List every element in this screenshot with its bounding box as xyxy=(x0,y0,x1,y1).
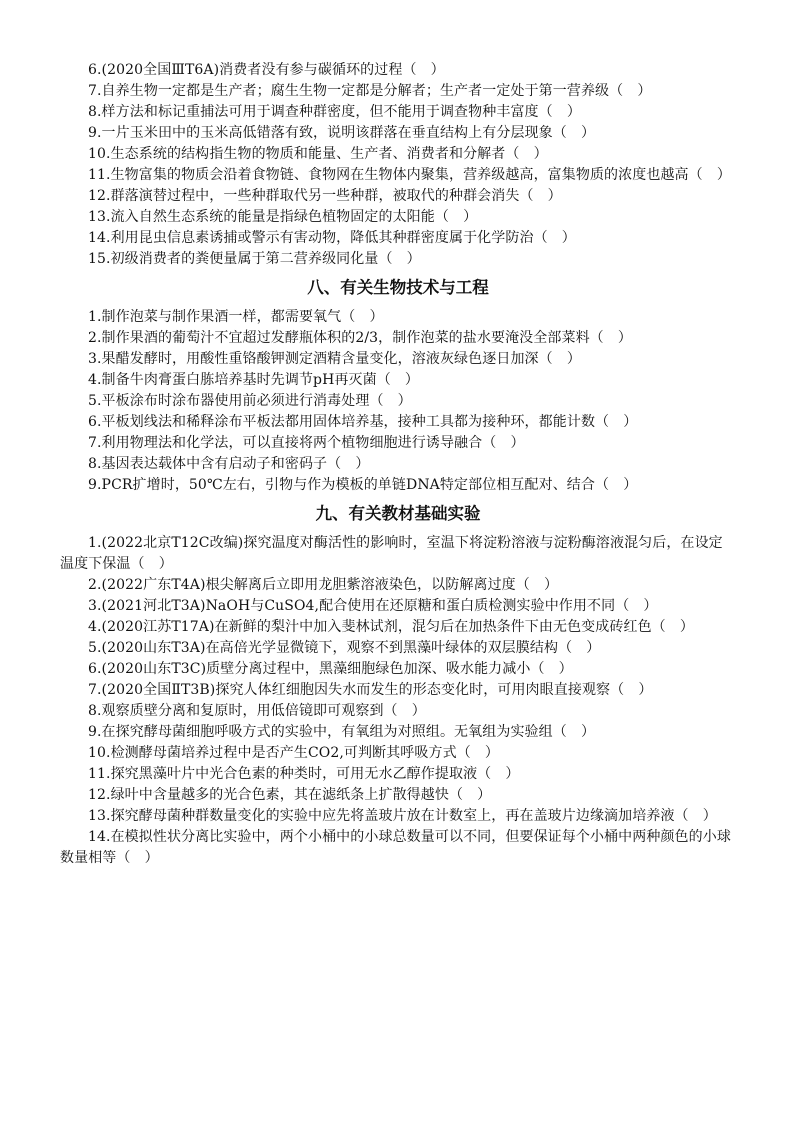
section-8-heading: 八、有关生物技术与工程 xyxy=(307,278,489,297)
question-item: 1.(2022北京T12C改编)探究温度对酶活性的影响时，室温下将淀粉溶液与淀粉酶溶液混匀后，在设定温度下保温（ ） xyxy=(60,535,723,572)
section-9-list xyxy=(60,533,736,869)
question-item: 12.绿叶中含量越多的光合色素，其在滤纸条上扩散得越快（ ） xyxy=(88,787,492,803)
section-8-list xyxy=(60,307,736,496)
question-item: 13.探究酵母菌种群数量变化的实验中应先将盖玻片放在计数室上，再在盖玻片边缘滴加培养液（ ） xyxy=(88,808,717,824)
question-item: 8.基因表达载体中含有启动子和密码子（ ） xyxy=(88,456,370,472)
question-item: 5.平板涂布时涂布器使用前必须进行消毒处理（ ） xyxy=(88,393,412,409)
question-item: 13.流入自然生态系统的能量是指绿色植物固定的太阳能（ ） xyxy=(88,209,478,225)
question-item: 8.观察质壁分离和复原时，用低倍镜即可观察到（ ） xyxy=(88,703,426,719)
section-7-continuation xyxy=(60,60,736,270)
question-item: 6.(2020全国ⅢT6A)消费者没有参与碳循环的过程（ ） xyxy=(88,62,445,78)
question-item: 9.一片玉米田中的玉米高低错落有致，说明该群落在垂直结构上有分层现象（ ） xyxy=(88,125,596,141)
question-item: 8.样方法和标记重捕法可用于调查种群密度，但不能用于调查物种丰富度（ ） xyxy=(88,104,581,120)
question-item: 11.探究黑藻叶片中光合色素的种类时，可用无水乙醇作提取液（ ） xyxy=(88,766,520,782)
question-item: 15.初级消费者的粪便量属于第二营养级同化量（ ） xyxy=(88,251,421,267)
question-item: 9.在探究酵母菌细胞呼吸方式的实验中，有氧组为对照组。无氧组为实验组（ ） xyxy=(88,724,596,740)
question-item: 7.自养生物一定都是生产者；腐生生物一定都是分解者；生产者一定处于第一营养级（ ） xyxy=(88,83,652,99)
question-item: 14.利用昆虫信息素诱捕或警示有害动物，降低其种群密度属于化学防治（ ） xyxy=(88,230,576,246)
question-item: 10.检测酵母菌培养过程中是否产生CO2,可判断其呼吸方式（ ） xyxy=(88,745,500,761)
question-item: 10.生态系统的结构指生物的物质和能量、生产者、消费者和分解者（ ） xyxy=(88,146,548,162)
section-9-heading: 九、有关教材基础实验 xyxy=(315,504,481,523)
question-item: 7.(2020全国ⅡT3B)探究人体红细胞因失水而发生的形态变化时，可用肉眼直接观察（ ） xyxy=(88,682,653,698)
question-item: 12.群落演替过程中，一些种群取代另一些种群，被取代的种群会消失（ ） xyxy=(88,188,562,204)
question-item: 3.(2021河北T3A)NaOH与CuSO4,配合使用在还原糖和蛋白质检测实验中作用不同（ ） xyxy=(88,598,658,614)
document-page xyxy=(60,60,736,869)
question-item: 9.PCR扩增时，50℃左右，引物与作为模板的单链DNA特定部位相互配对、结合（ ） xyxy=(88,477,638,493)
question-item: 5.(2020山东T3A)在高倍光学显微镜下，观察不到黑藻叶绿体的双层膜结构（ ） xyxy=(88,640,601,656)
question-item: 2.制作果酒的葡萄汁不宜超过发酵瓶体积的2/3，制作泡菜的盐水要淹没全部菜料（ ） xyxy=(88,330,632,346)
question-item: 6.(2020山东T3C)质壁分离过程中，黑藻细胞绿色加深、吸水能力减小（ ） xyxy=(88,661,573,677)
question-item: 2.(2022广东T4A)根尖解离后立即用龙胆紫溶液染色，以防解离过度（ ） xyxy=(88,577,559,593)
question-item: 3.果醋发酵时，用酸性重铬酸钾测定酒精含量变化，溶液灰绿色逐日加深（ ） xyxy=(88,351,581,367)
question-item: 11.生物富集的物质会沿着食物链、食物网在生物体内聚集，营养级越高，富集物质的浓度也越高（ ） xyxy=(88,167,731,183)
question-item: 14.在模拟性状分离比实验中，两个小桶中的小球总数量可以不同，但要保证每个小桶中两种颜色的小球数量相等（ ） xyxy=(60,829,731,866)
question-item: 7.利用物理法和化学法，可以直接将两个植物细胞进行诱导融合（ ） xyxy=(88,435,525,451)
question-item: 4.(2020江苏T17A)在新鲜的梨汁中加入斐林试剂，混匀后在加热条件下由无色变成砖红色（ ） xyxy=(88,619,694,635)
question-item: 4.制备牛肉膏蛋白胨培养基时先调节pH再灭菌（ ） xyxy=(88,372,420,388)
question-item: 6.平板划线法和稀释涂布平板法都用固体培养基，接种工具都为接种环，都能计数（ ） xyxy=(88,414,638,430)
question-item: 1.制作泡菜与制作果酒一样，都需要氧气（ ） xyxy=(88,309,384,325)
